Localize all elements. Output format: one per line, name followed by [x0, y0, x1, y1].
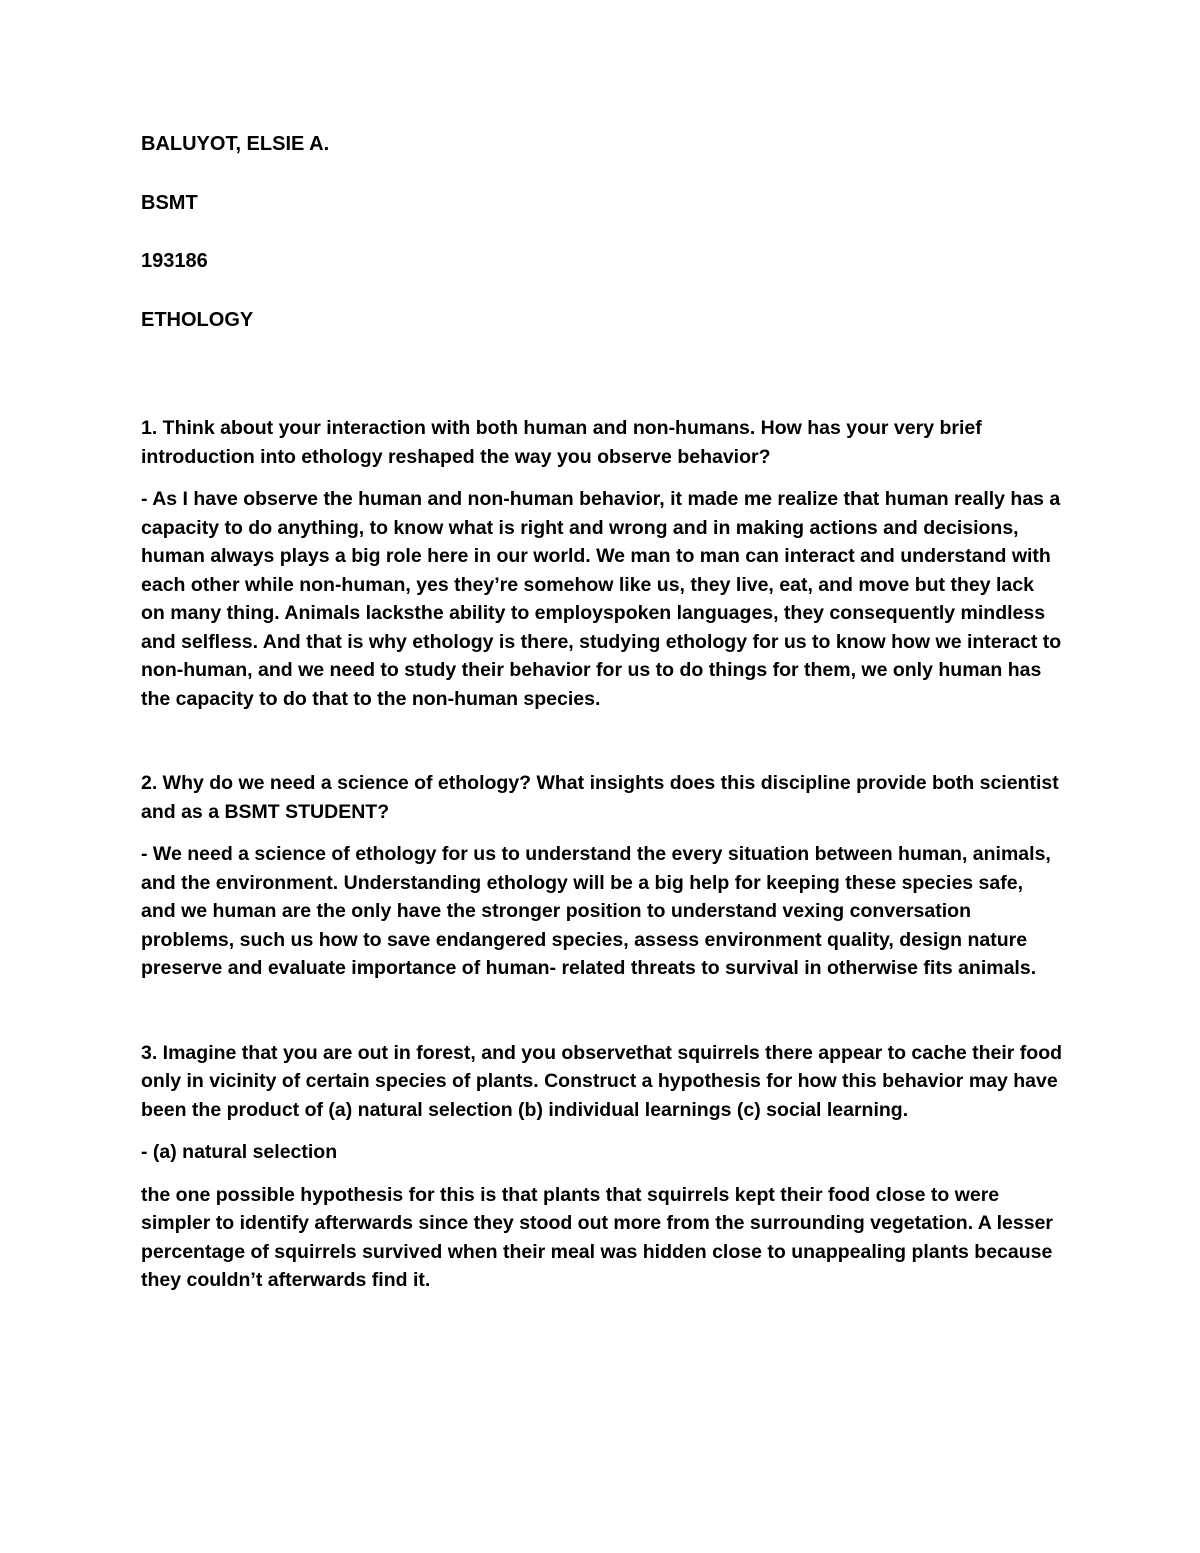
question-3: 3. Imagine that you are out in forest, and you observethat squirrels there appear to cache their food only in vicinity of certain species of plants. Construct a hypothesis for how this behavior may have been the product of (a) natural selection (b) individual learnings (c) social learning.: [141, 1041, 1063, 1121]
question-1: 1. Think about your interaction with both human and non-humans. How has your very brief introduction into ethology reshaped the way you observe behavior?: [141, 417, 982, 468]
student-name: BALUYOT, ELSIE A.: [141, 133, 330, 155]
section-spacer: [141, 727, 1063, 769]
question-block-1: [141, 414, 1063, 713]
answer-3-body: the one possible hypothesis for this is that plants that squirrels kept their food close to were simpler to identify afterwards since they stood out more from the surrounding vegetation. A lesser percentage of squirrels survived when their meal was hidden close to unappealing plants because they couldn’t afterwards find it.: [141, 1183, 1053, 1291]
question-2: 2. Why do we need a science of ethology? What insights does this discipline provide both scientist and as a BSMT STUDENT?: [141, 772, 1059, 823]
answer-1: - As I have observe the human and non-human behavior, it made me realize that human really has a capacity to do anything, to know what is right and wrong and in making actions and decisions, human always plays a big role here in our world. We man to man can interact and understand with each other while non-human, yes they’re somehow like us, they live, eat, and move but they lack on many thing. Animals lacksthe ability to employspoken languages, they consequently mindless and selfless. And that is why ethology is there, studying ethology for us to know how we interact to non-human, and we need to study their behavior for us to do things for them, we only human has the capacity to do that to the non-human species.: [141, 488, 1062, 710]
answer-3-heading: - (a) natural selection: [141, 1141, 338, 1163]
answer-2: - We need a science of ethology for us to understand the every situation between human, animals, and the environment. Understanding ethology will be a big help for keeping these species safe, and we human are the only have the stronger position to understand vexing conversation problems, such us how to save endangered species, assess environment quality, design nature preserve and evaluate importance of human- related threats to survival in otherwise fits animals.: [141, 843, 1051, 979]
student-program: BSMT: [141, 191, 198, 214]
subject-title: ETHOLOGY: [141, 308, 254, 331]
document-page: [141, 130, 1063, 1309]
question-block-3: [141, 1039, 1063, 1295]
student-id-number: 193186: [141, 250, 208, 272]
section-spacer: [141, 997, 1063, 1039]
question-block-2: [141, 769, 1063, 983]
